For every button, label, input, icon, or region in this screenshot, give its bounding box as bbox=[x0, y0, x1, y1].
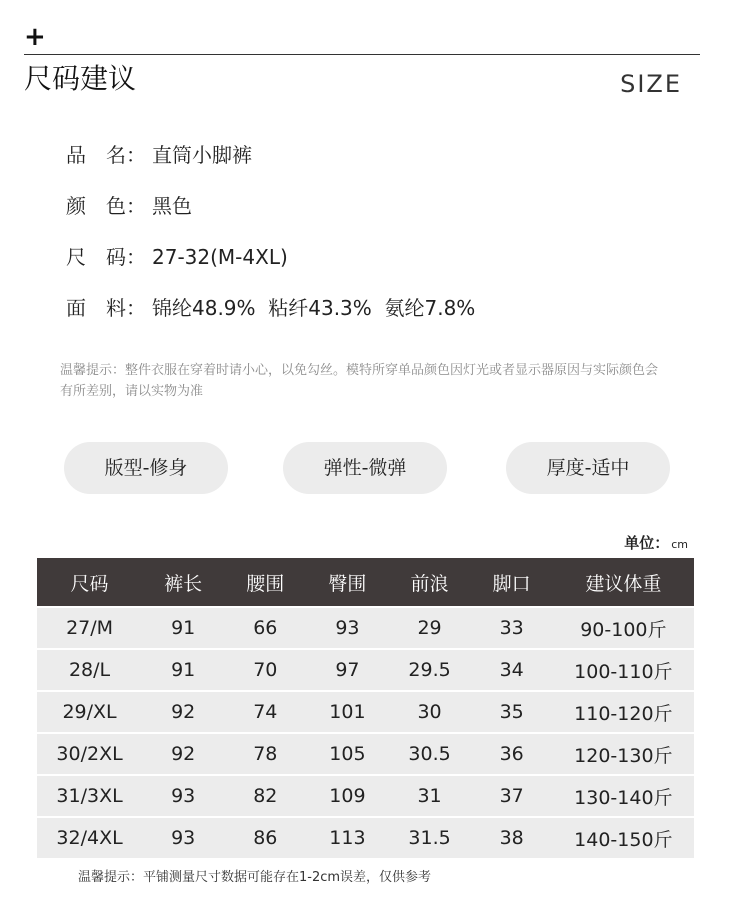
feature-pill-fit: 版型-修身 bbox=[64, 442, 228, 494]
table-cell: 33 bbox=[471, 608, 553, 648]
table-cell: 29.5 bbox=[388, 650, 470, 690]
table-cell: 86 bbox=[224, 818, 306, 858]
table-cell: 93 bbox=[142, 776, 224, 816]
table-row bbox=[37, 734, 694, 774]
measurement-footnote: 温馨提示：平铺测量尺寸数据可能存在1-2cm误差，仅供参考 bbox=[78, 870, 432, 885]
table-cell: 37 bbox=[471, 776, 553, 816]
info-value: 锦纶48.9% 粘纤43.3% 氨纶7.8% bbox=[152, 296, 476, 320]
info-row-color bbox=[66, 191, 475, 242]
info-label: 尺 码： bbox=[66, 245, 146, 269]
table-cell: 82 bbox=[224, 776, 306, 816]
care-notice: 温馨提示：整件衣服在穿着时请小心，以免勾丝。模特所穿单品颜色因灯光或者显示器原因与实际颜色会有所差别，请以实物为准 bbox=[60, 363, 659, 399]
column-header: 建议体重 bbox=[553, 558, 694, 606]
table-cell: 90-100斤 bbox=[553, 608, 694, 648]
column-header: 腰围 bbox=[224, 558, 306, 606]
table-cell: 110-120斤 bbox=[553, 692, 694, 732]
table-cell: 105 bbox=[306, 734, 388, 774]
info-label: 品 名： bbox=[66, 143, 146, 167]
unit-label-text: 单位： bbox=[624, 534, 670, 552]
info-label: 颜 色： bbox=[66, 194, 146, 218]
column-header: 脚口 bbox=[471, 558, 553, 606]
table-cell: 109 bbox=[306, 776, 388, 816]
info-value: 黑色 bbox=[152, 194, 192, 218]
info-value: 27-32(M-4XL) bbox=[152, 245, 288, 269]
header-divider bbox=[24, 54, 700, 55]
table-cell: 91 bbox=[142, 608, 224, 648]
page-title-english: SIZE bbox=[620, 70, 682, 98]
table-row bbox=[37, 608, 694, 648]
table-cell: 28/L bbox=[37, 650, 142, 690]
table-cell: 30.5 bbox=[388, 734, 470, 774]
table-row bbox=[37, 818, 694, 858]
plus-icon: + bbox=[24, 22, 46, 52]
table-cell: 78 bbox=[224, 734, 306, 774]
product-info bbox=[66, 140, 475, 344]
info-row-name bbox=[66, 140, 475, 191]
feature-pill-elasticity: 弹性-微弹 bbox=[283, 442, 447, 494]
page-title: 尺码建议 bbox=[24, 62, 137, 95]
table-cell: 31.5 bbox=[388, 818, 470, 858]
table-cell: 30 bbox=[388, 692, 470, 732]
table-cell: 38 bbox=[471, 818, 553, 858]
column-header: 前浪 bbox=[388, 558, 470, 606]
table-cell: 130-140斤 bbox=[553, 776, 694, 816]
table-cell: 36 bbox=[471, 734, 553, 774]
unit-label bbox=[624, 532, 688, 553]
table-cell: 97 bbox=[306, 650, 388, 690]
info-label: 面 料： bbox=[66, 296, 146, 320]
info-value: 直筒小脚裤 bbox=[152, 143, 252, 167]
column-header: 尺码 bbox=[37, 558, 142, 606]
table-cell: 113 bbox=[306, 818, 388, 858]
table-cell: 92 bbox=[142, 734, 224, 774]
table-cell: 31 bbox=[388, 776, 470, 816]
table-cell: 100-110斤 bbox=[553, 650, 694, 690]
column-header: 臀围 bbox=[306, 558, 388, 606]
table-cell: 35 bbox=[471, 692, 553, 732]
feature-pill-thickness: 厚度-适中 bbox=[506, 442, 670, 494]
table-cell: 120-130斤 bbox=[553, 734, 694, 774]
table-cell: 34 bbox=[471, 650, 553, 690]
size-table bbox=[37, 556, 694, 860]
table-cell: 29 bbox=[388, 608, 470, 648]
table-cell: 29/XL bbox=[37, 692, 142, 732]
table-row bbox=[37, 692, 694, 732]
table-cell: 101 bbox=[306, 692, 388, 732]
table-cell: 93 bbox=[306, 608, 388, 648]
info-row-size bbox=[66, 242, 475, 293]
table-cell: 91 bbox=[142, 650, 224, 690]
table-cell: 92 bbox=[142, 692, 224, 732]
unit-value: cm bbox=[671, 538, 688, 551]
table-cell: 66 bbox=[224, 608, 306, 648]
table-row bbox=[37, 650, 694, 690]
table-cell: 30/2XL bbox=[37, 734, 142, 774]
table-cell: 70 bbox=[224, 650, 306, 690]
table-row bbox=[37, 776, 694, 816]
info-row-fabric bbox=[66, 293, 475, 344]
column-header: 裤长 bbox=[142, 558, 224, 606]
table-cell: 93 bbox=[142, 818, 224, 858]
table-cell: 32/4XL bbox=[37, 818, 142, 858]
table-cell: 31/3XL bbox=[37, 776, 142, 816]
table-header-row bbox=[37, 558, 694, 606]
table-cell: 74 bbox=[224, 692, 306, 732]
table-cell: 140-150斤 bbox=[553, 818, 694, 858]
table-cell: 27/M bbox=[37, 608, 142, 648]
